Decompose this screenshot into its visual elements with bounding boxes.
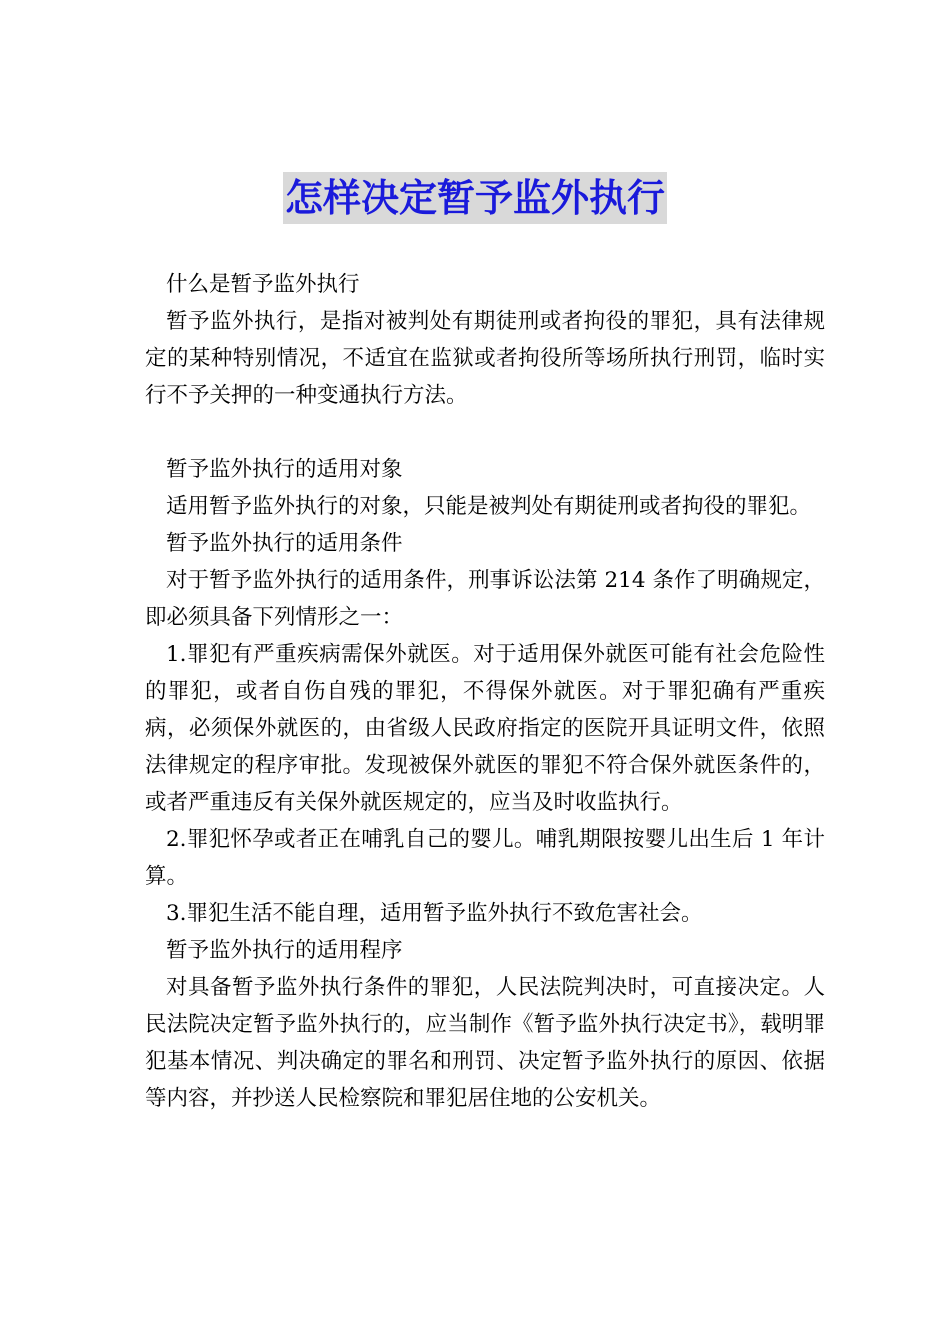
section-heading-procedure: 暂予监外执行的适用程序 [166,938,403,963]
section-heading-subjects: 暂予监外执行的适用对象 [166,457,403,482]
title-container [0,172,950,224]
section-heading-conditions: 暂予监外执行的适用条件 [166,531,403,556]
paragraph-definition: 暂予监外执行，是指对被判处有期徒刑或者拘役的罪犯，具有法律规定的某种特别情况，不适宜在监狱或者拘役所等场所执行刑罚，临时实行不予关押的一种变通执行方法。 [145,309,825,408]
list-item-condition-3: 3.罪犯生活不能自理，适用暂予监外执行不致危害社会。 [166,901,703,926]
paragraph-conditions-intro: 对于暂予监外执行的适用条件，刑事诉讼法第 214 条作了明确规定，即必须具备下列情形之一： [145,568,825,630]
blank-line [145,414,825,451]
list-item-condition-1: 1.罪犯有严重疾病需保外就医。对于适用保外就医可能有社会危险性的罪犯，或者自伤自残的罪犯，不得保外就医。对于罪犯确有严重疾病，必须保外就医的，由省级人民政府指定的医院开具证明文件，依照法律规定的程序审批。发现被保外就医的罪犯不符合保外就医条件的，或者严重违反有关保外就医规定的，应当及时收监执行。 [145,642,825,815]
section-heading-definition: 什么是暂予监外执行 [166,272,360,297]
list-item-condition-2: 2.罪犯怀孕或者正在哺乳自己的婴儿。哺乳期限按婴儿出生后 1 年计算。 [145,827,825,889]
document-body [145,266,825,1117]
paragraph-subjects: 适用暂予监外执行的对象，只能是被判处有期徒刑或者拘役的罪犯。 [166,494,812,519]
document-title: 怎样决定暂予监外执行 [283,172,667,224]
paragraph-procedure: 对具备暂予监外执行条件的罪犯，人民法院判决时，可直接决定。人民法院决定暂予监外执行的，应当制作《暂予监外执行决定书》，载明罪犯基本情况、判决确定的罪名和刑罚、决定暂予监外执行的原因、依据等内容，并抄送人民检察院和罪犯居住地的公安机关。 [145,975,825,1111]
